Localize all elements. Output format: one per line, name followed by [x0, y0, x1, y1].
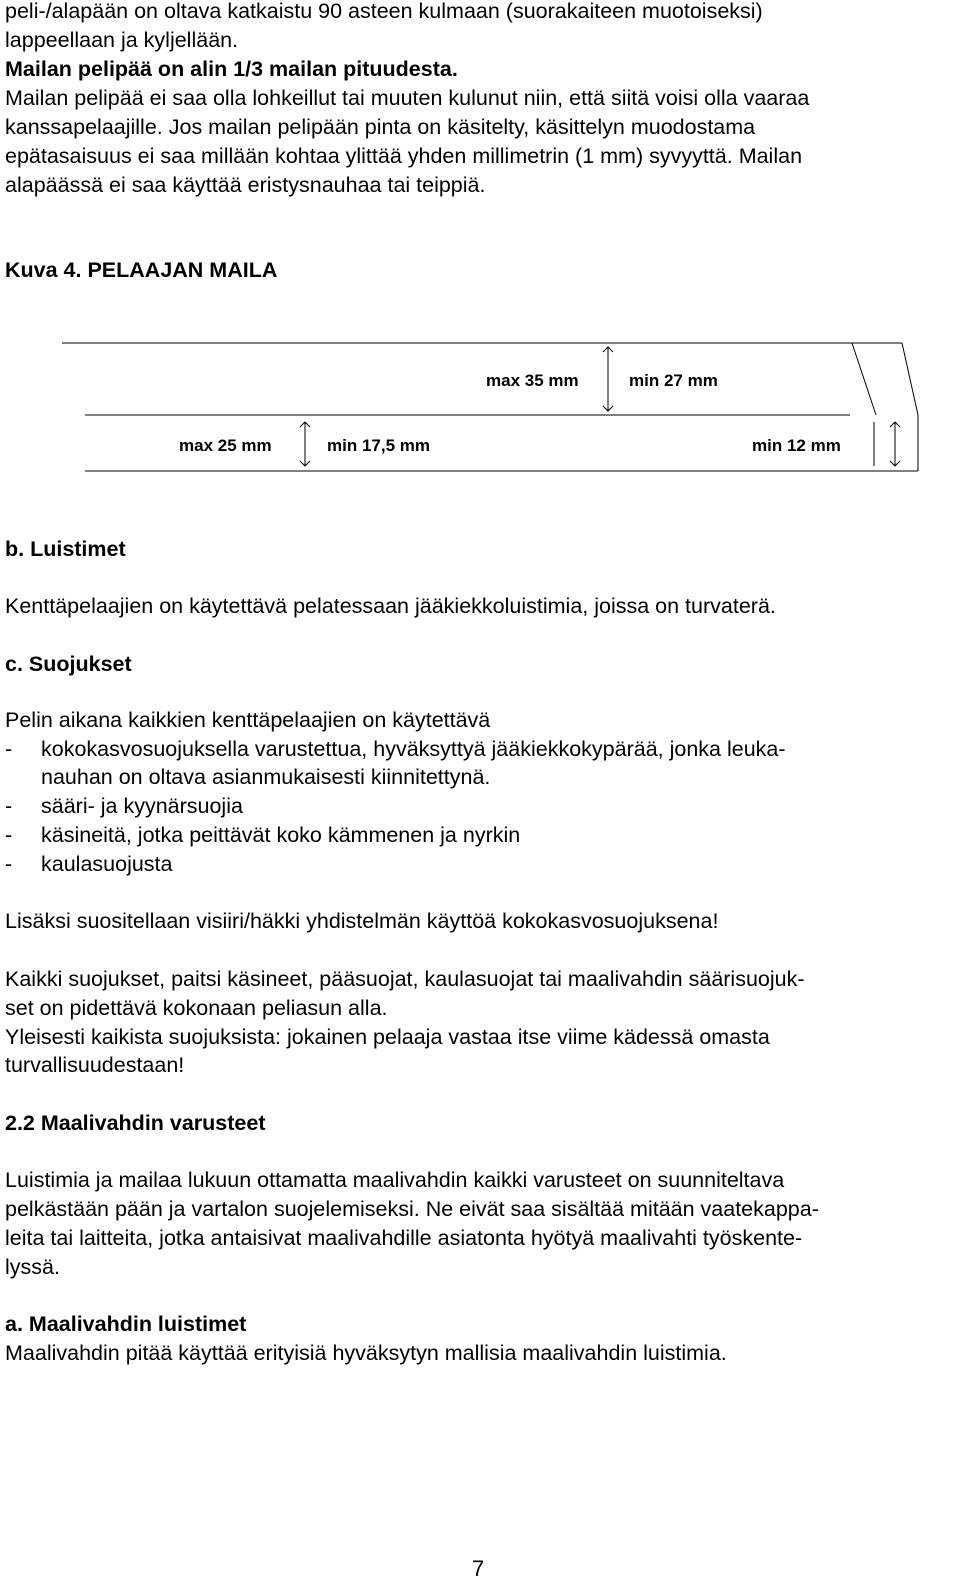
section-b-text: Kenttäpelaajien on käytettävä pelatessaan jääkiekkoluistimia, joissa on turvaterä.	[5, 594, 776, 618]
section-b-heading: b. Luistimet	[5, 537, 126, 561]
blade-heel-line	[852, 343, 876, 415]
bullet-dash: -	[5, 794, 13, 818]
label-min-17-5: min 17,5 mm	[327, 436, 430, 455]
intro-line-4: Mailan pelipää ei saa olla lohkeillut tai muuten kulunut niin, että siitä voisi olla vaaraa	[5, 86, 810, 110]
bullet-text: käsineitä, jotka peittävät koko kämmenen ja nyrkin	[41, 823, 521, 847]
section-c-intro: Pelin aikana kaikkien kenttäpelaajien on käytettävä	[5, 708, 491, 732]
label-min-27: min 27 mm	[629, 371, 718, 390]
protectors-para-line-4: turvallisuudestaan!	[5, 1053, 185, 1077]
bullet-dash: -	[5, 823, 13, 847]
section-c-heading: c. Suojukset	[5, 652, 132, 676]
page-number: 7	[472, 1556, 485, 1581]
intro-line-7: alapäässä ei saa käyttää eristysnauhaa tai teippiä.	[5, 173, 486, 197]
goalie-para-line-2: pelkästään pään ja vartalon suojelemiseksi. Ne eivät saa sisältää mitään vaatekappa-	[5, 1197, 819, 1221]
section-2-2-heading: 2.2 Maalivahdin varusteet	[5, 1111, 266, 1135]
intro-line-2: lappeellaan ja kyljellään.	[5, 28, 239, 52]
bullet-text: sääri- ja kyynärsuojia	[41, 794, 243, 818]
label-max-35: max 35 mm	[486, 371, 579, 390]
bullet-text: kokokasvosuojuksella varustettua, hyväksyttyä jääkiekkokypärää, jonka leuka-	[41, 737, 786, 761]
intro-line-6: epätasaisuus ei saa millään kohtaa ylittää yhden millimetrin (1 mm) syvyyttä. Mailan	[5, 144, 803, 168]
recommendation-text: Lisäksi suositellaan visiiri/häkki yhdistelmän käyttöä kokokasvosuojuksena!	[5, 909, 719, 933]
stick-diagram	[0, 330, 960, 490]
bullet-dash: -	[5, 737, 13, 761]
bullet-text-continued: nauhan on oltava asianmukaisesti kiinnitettynä.	[41, 765, 491, 789]
intro-line-5: kanssapelaajille. Jos mailan pelipään pinta on käsitelty, käsittelyn muodostama	[5, 115, 756, 139]
blade-toe-line	[902, 343, 918, 415]
bullet-text: kaulasuojusta	[41, 852, 173, 876]
label-min-12: min 12 mm	[752, 436, 841, 455]
goalie-para-line-1: Luistimia ja mailaa lukuun ottamatta maalivahdin kaikki varusteet on suunniteltava	[5, 1168, 785, 1192]
section-a-text: Maalivahdin pitää käyttää erityisiä hyväksytyn mallisia maalivahdin luistimia.	[5, 1341, 727, 1365]
protectors-para-line-3: Yleisesti kaikista suojuksista: jokainen pelaaja vastaa itse viime kädessä omasta	[5, 1025, 770, 1049]
protectors-para-line-2: set on pidettävä kokonaan peliasun alla.	[5, 996, 388, 1020]
goalie-para-line-4: lyssä.	[5, 1255, 60, 1279]
intro-line-3: Mailan pelipää on alin 1/3 mailan pituudesta.	[5, 57, 458, 81]
label-max-25: max 25 mm	[179, 436, 272, 455]
stick-figure	[0, 330, 960, 490]
figure-caption: Kuva 4. PELAAJAN MAILA	[5, 258, 278, 282]
bullet-dash: -	[5, 852, 13, 876]
goalie-para-line-3: leita tai laitteita, jotka antaisivat maalivahdille asiatonta hyötyä maalivahti työskente-	[5, 1226, 803, 1250]
intro-line-1: peli-/alapään on oltava katkaistu 90 asteen kulmaan (suorakaiteen muotoiseksi)	[5, 0, 763, 23]
section-a-heading: a. Maalivahdin luistimet	[5, 1312, 247, 1336]
protectors-para-line-1: Kaikki suojukset, paitsi käsineet, pääsuojat, kaulasuojat tai maalivahdin säärisuojuk-	[5, 967, 805, 991]
